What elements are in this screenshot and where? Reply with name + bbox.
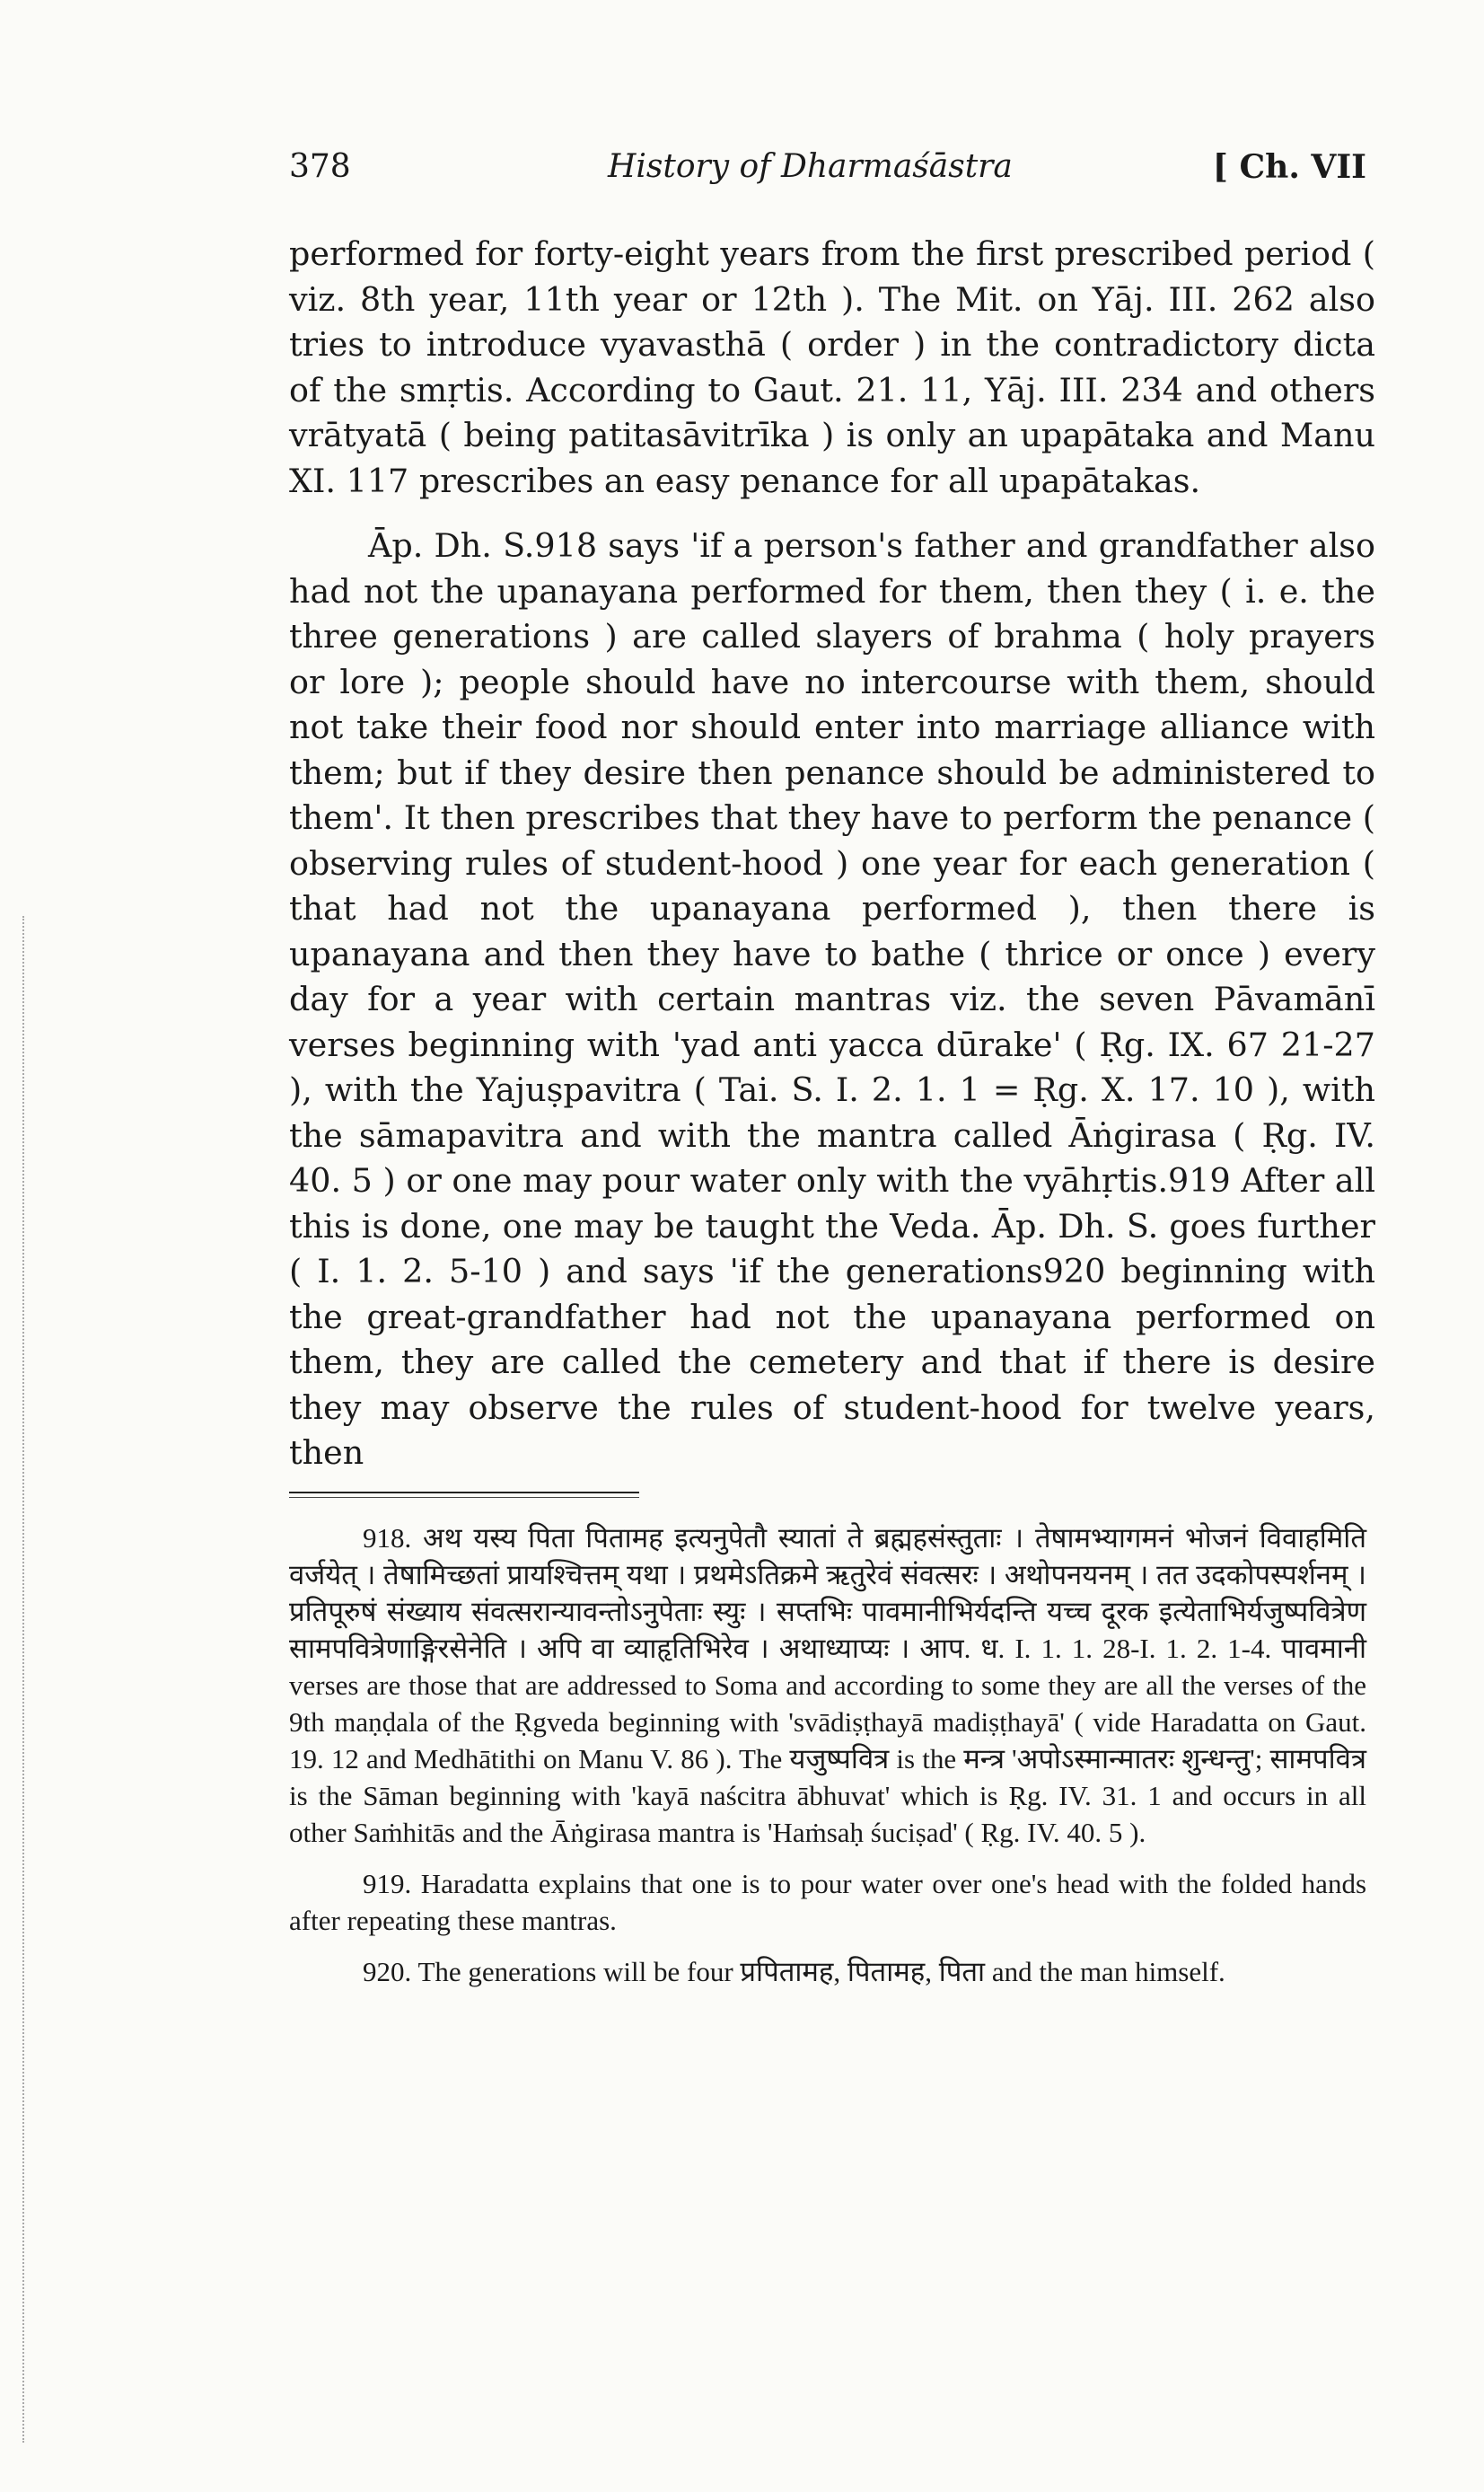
footnote-text: Haradatta explains that one is to pour water over one's head with the folded hands after repeating these mantras. [289,1868,1367,1936]
page-number: 378 [289,148,351,185]
footnotes [289,1519,1366,2004]
main-text [289,232,1375,1476]
footnote-number: 919. [363,1868,412,1899]
footnote [289,1953,1366,1990]
footnote-divider [289,1492,639,1493]
paragraph: Āp. Dh. S.918 says 'if a person's father and grandfather also had not the upanayana performed for them, then they ( i. e. the three generations ) are called slayers of brahma ( holy prayers or lore ); people should have no intercourse with them, should not take their food nor should enter into marriage alliance with them; but if they desire then penance should be administered to them'. It then prescribes that they have to perform the penance ( observing rules of student-hood ) one year for each generation ( that had not the upanayana performed ), then there is upanayana and then they have to bathe ( thrice or once ) every day for a year with certain mantras viz. the seven Pāvamānī verses beginning with 'yad anti yacca dūrake' ( Ṛg. IX. 67 21-27 ), with the Yajuṣpavitra ( Tai. S. I. 2. 1. 1 = Ṛg. X. 17. 10 ), with the sāmapavitra and with the mantra called Āṅgirasa ( Ṛg. IV. 40. 5 ) or one may pour water only with the vyāhṛtis.919 After all this is done, one may be taught the Veda. Āp. Dh. S. goes further ( I. 1. 2. 5-10 ) and says 'if the generations920 beginning with the great-grandfather had not the upanayana performed on them, they are called the cemetery and that if there is desire they may observe the rules of student-hood for twelve years, then [289,526,1375,1472]
footnote-number: 920. [363,1956,412,1987]
scan-margin-artifact [22,916,28,2443]
running-header [289,148,1366,202]
running-title: History of Dharmaśāstra [608,148,1013,185]
chapter-label: [ Ch. VII [1212,148,1366,186]
footnote-divider-thin [289,1497,639,1498]
footnote-text: The generations will be four प्रपितामह, पितामह, पिता and the man himself. [417,1956,1225,1987]
footnote [289,1865,1366,1939]
paragraph: performed for forty-eight years from the first prescribed period ( viz. 8th year, 11th year or 12th ). The Mit. on Yāj. III. 262 also tries to introduce vyavasthā ( order ) in the contradictory dicta of the smṛtis. According to Gaut. 21. 11, Yāj. III. 234 and others vrātyatā ( being patitasāvitrīka ) is only an upapātaka and Manu XI. 117 prescribes an easy penance for all upapātakas. [289,234,1375,500]
footnote-number: 918. [363,1522,412,1554]
footnote-text: अथ यस्य पिता पितामह इत्यनुपेतौ स्यातां ते ब्रह्महसंस्तुताः । तेषामभ्यागमनं भोजनं विवाहमिति वर्जयेत् । तेषामिच्छतां प्रायश्चित्तम् यथा । प्रथमेऽतिक्रमे ऋतुरेवं संवत्सरः । अथोपनयनम् । तत उदकोपस्पर्शनम् । प्रतिपूरुषं संख्याय संवत्सरान्यावन्तोऽनुपेताः स्युः । सप्तभिः पावमानीभिर्यदन्ति यच्च दूरक इत्येताभिर्यजुष्पवित्रेण सामपवित्रेणाङ्गिरसेनेति । अपि वा व्याहृतिभिरेव । अथाध्याप्यः । आप. ध. I. 1. 1. 28-I. 1. 2. 1-4. पावमानी verses are those that are addressed to Soma and according to some they are all the verses of the 9th maṇḍala of the Ṛgveda beginning with 'svādiṣṭhayā madiṣṭhayā' ( vide Haradatta on Gaut. 19. 12 and Medhātithi on Manu V. 86 ). The यजुष्पवित्र is the मन्त्र 'अपोऽस्मान्मातरः शुन्धन्तु'; सामपवित्र is the Sāman beginning with 'kayā naścitra ābhuvat' which is Ṛg. IV. 31. 1 and occurs in all other Saṁhitās and the Āṅgirasa mantra is 'Haṁsaḥ śuciṣad' ( Ṛg. IV. 40. 5 ). [289,1522,1367,1848]
footnote [289,1519,1366,1851]
